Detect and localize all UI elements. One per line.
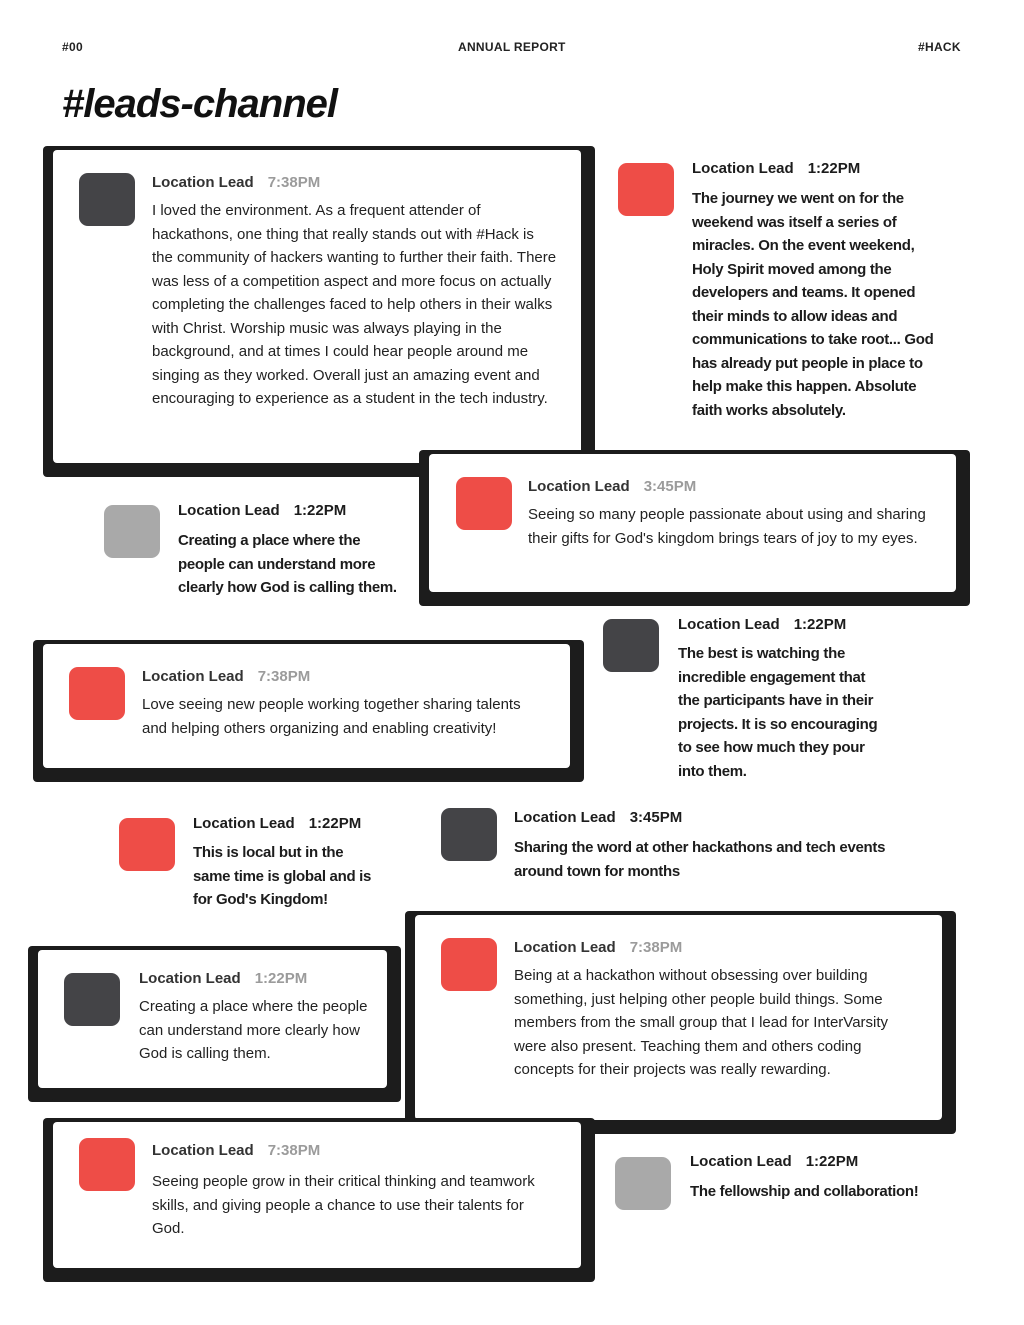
timestamp: 1:22PM (807, 160, 861, 177)
timestamp: 1:22PM (805, 1153, 859, 1170)
message-header (678, 616, 846, 633)
message-text: Seeing people grow in their critical thinking and teamwork skills, and giving people a chance to use their talents for God. (152, 1173, 535, 1237)
message-header (514, 809, 682, 826)
author-name: Location Lead (514, 939, 616, 956)
avatar-icon (104, 505, 160, 558)
message-text: The fellowship and collaboration! (690, 1183, 919, 1200)
message-card (415, 915, 942, 1120)
message-header (690, 1153, 858, 1170)
message-header (514, 939, 682, 956)
message-text: Love seeing new people working together sharing talents and helping others organizing and enabling creativity! (142, 696, 521, 737)
brand-label: #HACK (918, 40, 961, 54)
page-number: #00 (62, 40, 83, 54)
message-card (38, 950, 387, 1088)
timestamp: 7:38PM (257, 668, 311, 685)
timestamp: 7:38PM (267, 1142, 321, 1159)
avatar-icon (618, 163, 674, 216)
avatar-icon (603, 619, 659, 672)
avatar-icon (441, 808, 497, 861)
channel-title: #leads-channel (62, 82, 338, 126)
avatar-icon (119, 818, 175, 871)
timestamp: 3:45PM (629, 809, 683, 826)
report-label: ANNUAL REPORT (458, 40, 566, 54)
message-header (692, 160, 860, 177)
timestamp: 1:22PM (793, 616, 847, 633)
timestamp: 7:38PM (267, 174, 321, 191)
message-text: Sharing the word at other hackathons and tech events around town for months (514, 839, 886, 880)
message-text: This is local but in the same time is global and is for God's Kingdom! (193, 844, 372, 908)
author-name: Location Lead (678, 616, 780, 633)
timestamp: 7:38PM (629, 939, 683, 956)
message-header (528, 478, 696, 495)
message-header (152, 1142, 320, 1159)
message-text: The journey we went on for the weekend was itself a series of miracles. On the event weekend, Holy Spirit moved among the developers and teams. It opened their minds to allow ideas and communications to take root... God has already put people in place to help make this happen. Absolute faith works absolutely. (692, 190, 934, 419)
message-header (193, 815, 361, 832)
avatar-icon (456, 477, 512, 530)
message-header (139, 970, 307, 987)
author-name: Location Lead (152, 174, 254, 191)
timestamp: 3:45PM (643, 478, 697, 495)
message-text: Creating a place where the people can understand more clearly how God is calling them. (178, 532, 397, 596)
avatar-icon (79, 173, 135, 226)
message-card (43, 644, 570, 768)
avatar-icon (64, 973, 120, 1026)
author-name: Location Lead (139, 970, 241, 987)
author-name: Location Lead (142, 668, 244, 685)
message-text: The best is watching the incredible engagement that the participants have in their projects. It is so encouraging to see how much they pour into them. (678, 645, 878, 780)
message-text: I loved the environment. As a frequent attender of hackathons, one thing that really stands out with #Hack is the community of hackers wanting to further their faith. There was less of a competition aspect and more focus on actually completing the challenges faced to help others in their walks with Christ. Worship music was always playing in the background, and at times I could hear people around me singing as they worked. Overall just an amazing event and encouraging to experience as a student in the tech industry. (152, 202, 557, 407)
message-card (53, 1122, 581, 1268)
message-card (429, 454, 956, 592)
avatar-icon (441, 938, 497, 991)
author-name: Location Lead (514, 809, 616, 826)
message-card (53, 150, 581, 463)
author-name: Location Lead (152, 1142, 254, 1159)
message-header (178, 502, 346, 519)
timestamp: 1:22PM (254, 970, 308, 987)
author-name: Location Lead (528, 478, 630, 495)
author-name: Location Lead (690, 1153, 792, 1170)
author-name: Location Lead (692, 160, 794, 177)
message-text: Being at a hackathon without obsessing over building something, just helping other people build things. Some members from the small group that I lead for InterVarsity were also present. Teaching them and others coding concepts for their projects was really rewarding. (514, 967, 889, 1078)
message-header (152, 174, 320, 191)
message-text: Creating a place where the people can understand more clearly how God is calling them. (139, 998, 368, 1062)
message-text: Seeing so many people passionate about using and sharing their gifts for God's kingdom brings tears of joy to my eyes. (528, 506, 926, 547)
timestamp: 1:22PM (308, 815, 362, 832)
author-name: Location Lead (193, 815, 295, 832)
avatar-icon (69, 667, 125, 720)
avatar-icon (79, 1138, 135, 1191)
message-header (142, 668, 310, 685)
author-name: Location Lead (178, 502, 280, 519)
avatar-icon (615, 1157, 671, 1210)
timestamp: 1:22PM (293, 502, 347, 519)
